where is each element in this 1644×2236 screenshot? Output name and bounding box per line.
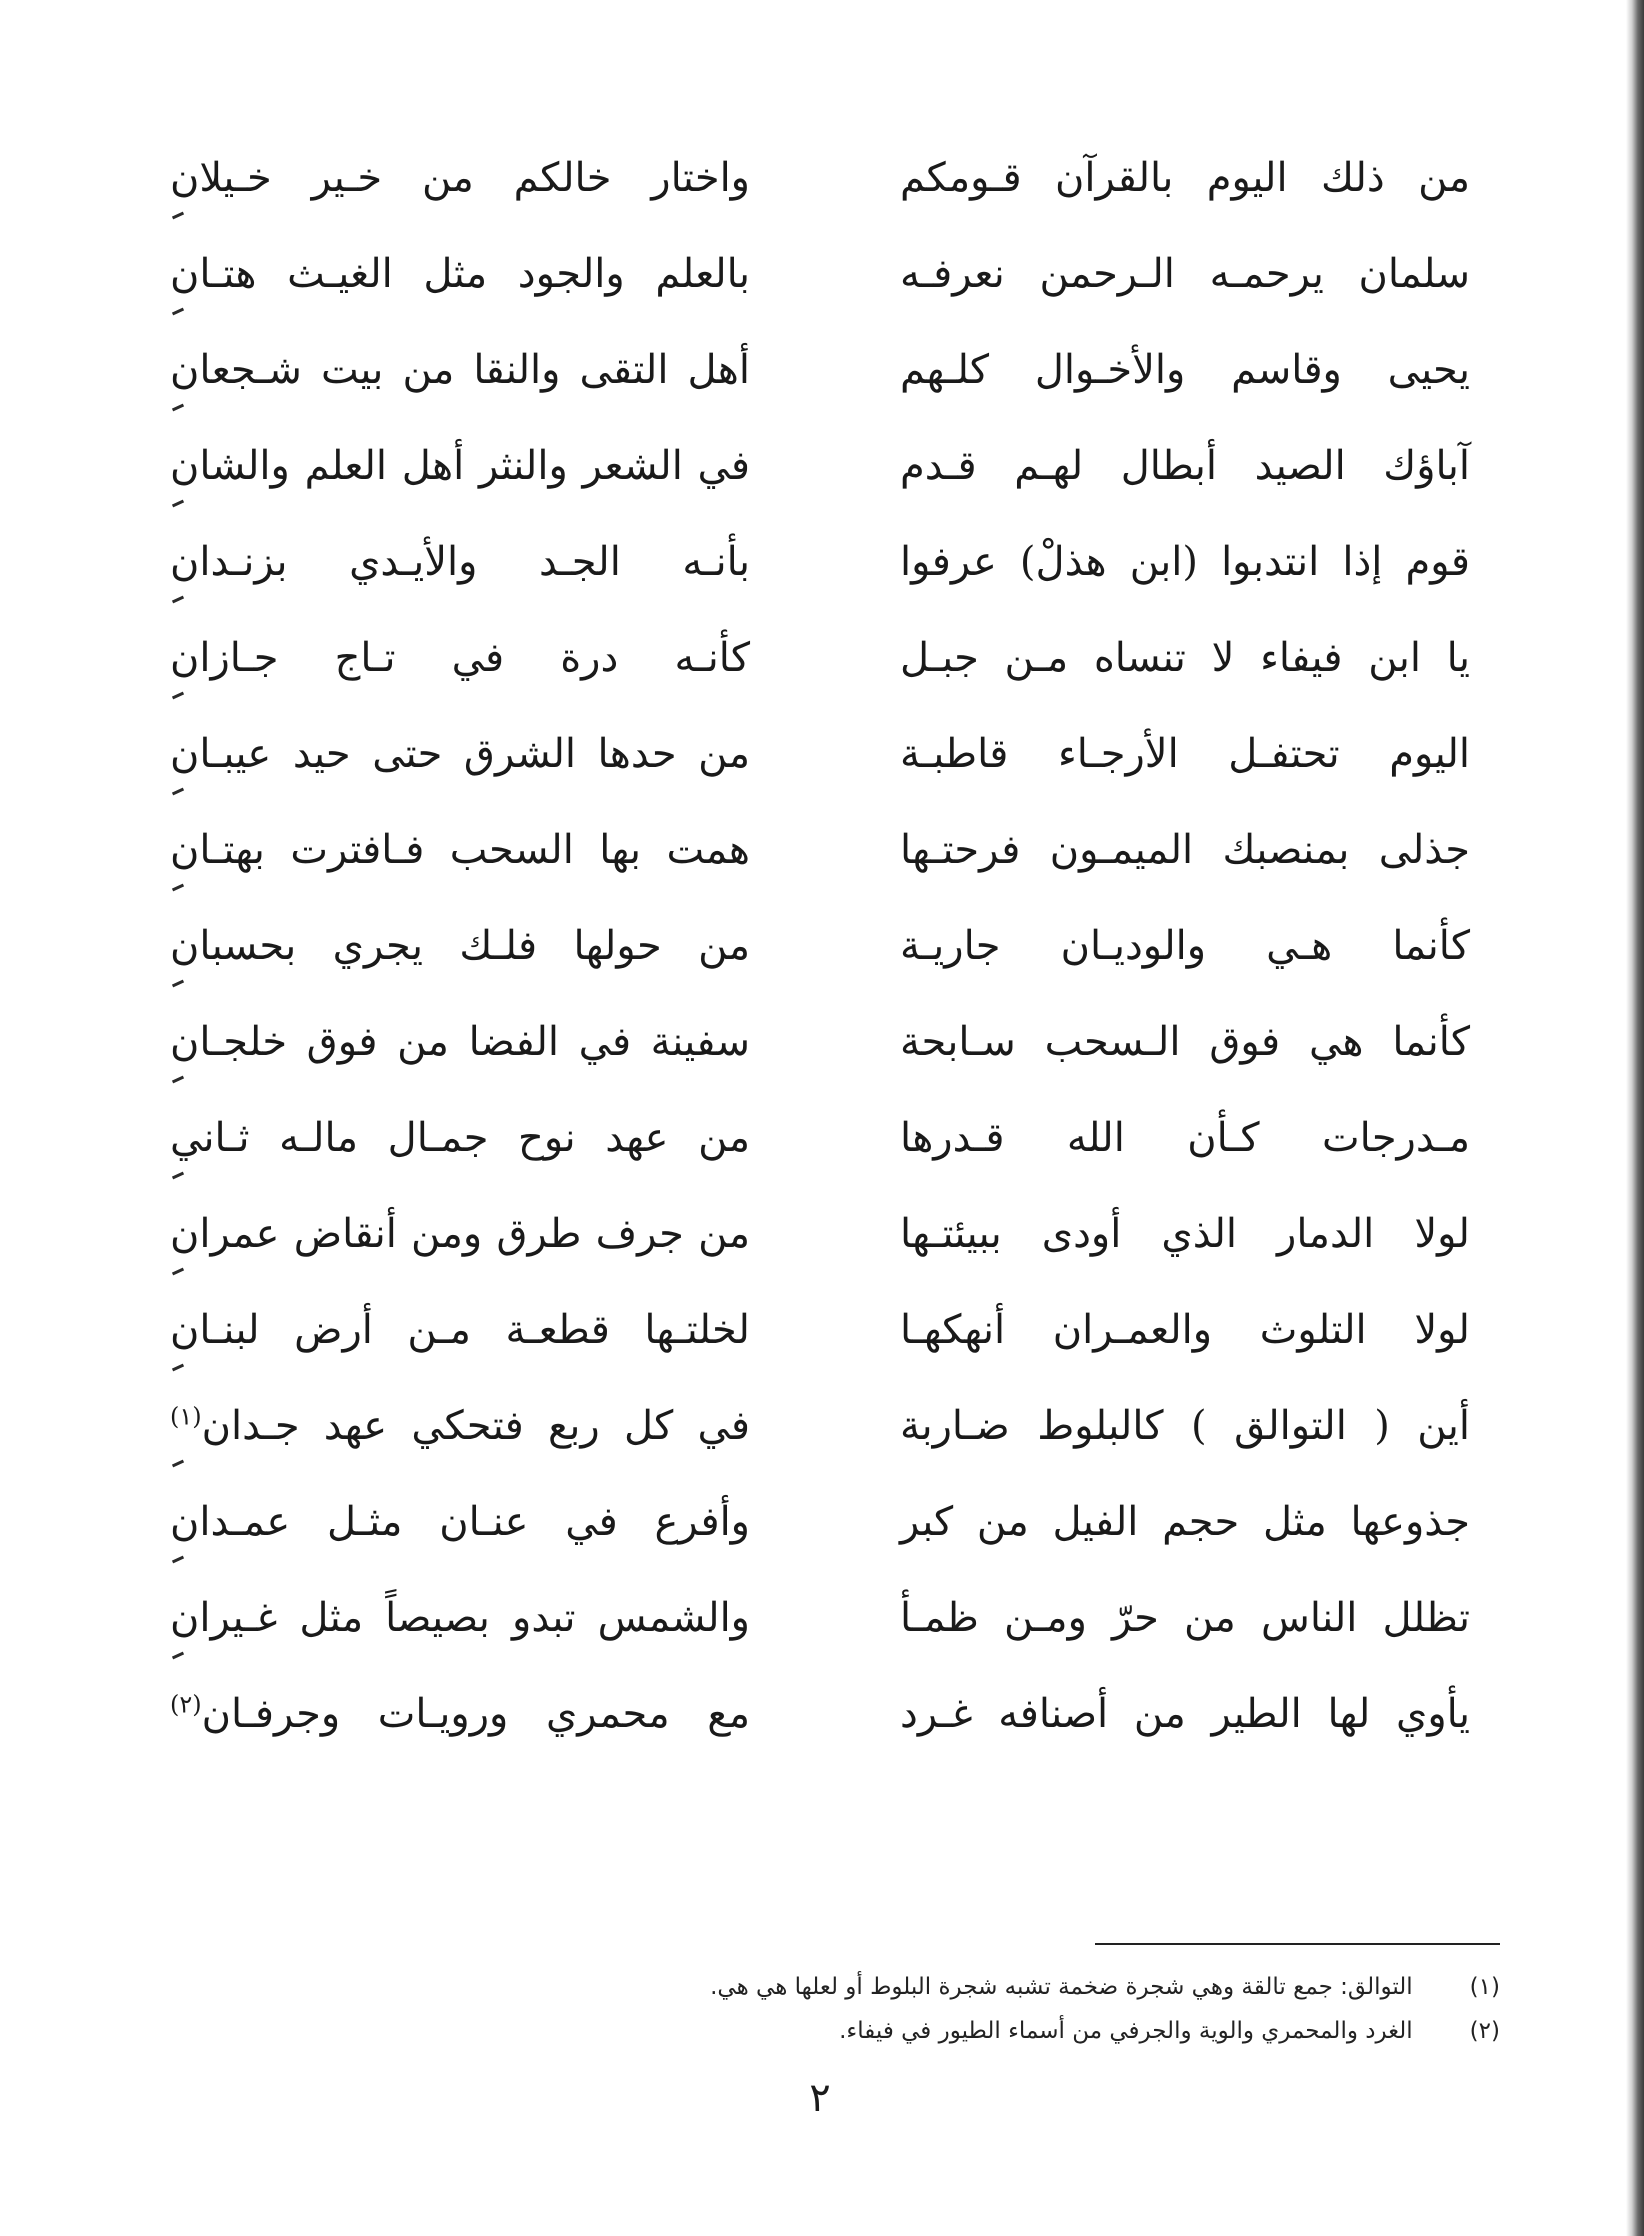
footnote-separator <box>1095 1943 1500 1945</box>
verse-first-hemistich: اليوم تحتفـل الأرجـاء قاطبـة <box>900 731 1470 777</box>
verse-first-hemistich: أين ( التوالق ) كالبلوط ضـاربة <box>900 1403 1470 1449</box>
verse-7 <box>170 716 1470 812</box>
verse-9 <box>170 908 1470 1004</box>
footnote-number: (١) <box>1469 1974 1500 2000</box>
verse-second-hemistich: من حولها فلـك يجري بحسبان <box>170 923 750 969</box>
verse-second-hemistich: واختار خالكم من خـير خـيلان <box>170 155 750 201</box>
verse-second-hemistich: أهل التقى والنقا من بيت شـجعان <box>170 347 750 393</box>
verse-first-hemistich: آباؤك الصيد أبطال لهـم قـدم <box>900 443 1470 489</box>
verse-4 <box>170 428 1470 524</box>
verse-second-hemistich: همت بها السحب فـافترت بهتـان <box>170 827 750 873</box>
verse-second-hemistich <box>170 1676 750 1772</box>
verse-5 <box>170 524 1470 620</box>
footnote-text: التوالق: جمع تالقة وهي شجرة ضخمة تشبه شجرة البلوط أو لعلها هي هي. <box>710 1974 1413 2000</box>
verse-second-hemistich: وأفرع في عنـان مثـل عمـدان <box>170 1499 750 1545</box>
verse-15 <box>170 1484 1470 1580</box>
verse-6 <box>170 620 1470 716</box>
verse-second-hemistich: لخلتـها قطعـة مـن أرض لبنـان <box>170 1307 750 1353</box>
verse-second-hemistich: بأنـه الجـد والأيـدي بزنـدان <box>170 539 750 585</box>
footnote-text: الغرد والمحمري والوية والجرفي من أسماء الطيور في فيفاء. <box>839 2018 1413 2044</box>
verse-first-hemistich: لولا الدمار الذي أودى ببيئتـها <box>900 1211 1470 1257</box>
verse-12 <box>170 1196 1470 1292</box>
verse-first-hemistich: يحيى وقاسم والأخـوال كلـهم <box>900 347 1470 393</box>
hemistich-text: في كل ربع فتحكي عهد جـدان <box>201 1403 750 1449</box>
verse-first-hemistich: يا ابن فيفاء لا تنساه مـن جبـل <box>900 635 1470 681</box>
footnote-1 <box>560 1965 1500 2009</box>
poem-body <box>170 140 1470 1840</box>
verse-17 <box>170 1676 1470 1772</box>
verse-3 <box>170 332 1470 428</box>
verse-first-hemistich: كأنما هي فوق الـسحب سـابحة <box>900 1019 1470 1065</box>
hemistich-text: مع محمري ورويـات وجرفـان <box>201 1691 750 1737</box>
footnote-2 <box>560 2009 1500 2053</box>
verse-first-hemistich: جذوعها مثل حجم الفيل من كبر <box>900 1499 1470 1545</box>
verse-second-hemistich: من حدها الشرق حتى حيد عيبـان <box>170 731 750 777</box>
footnotes <box>560 1965 1500 2053</box>
verse-first-hemistich: يأوي لها الطير من أصنافه غـرد <box>900 1691 1470 1737</box>
verse-first-hemistich: لولا التلوث والعمـران أنهكهـا <box>900 1307 1470 1353</box>
verse-14 <box>170 1388 1470 1484</box>
verse-first-hemistich: سلمان يرحمـه الـرحمن نعرفـه <box>900 251 1470 297</box>
page-edge-shadow <box>1626 0 1644 2236</box>
verse-2 <box>170 236 1470 332</box>
verse-second-hemistich: من جرف طرق ومن أنقاض عمران <box>170 1211 750 1257</box>
verse-13 <box>170 1292 1470 1388</box>
verse-second-hemistich: بالعلم والجود مثل الغيـث هتـان <box>170 251 750 297</box>
page-number: ٢ <box>809 2075 831 2121</box>
verse-first-hemistich: كأنما هـي والوديـان جاريـة <box>900 923 1470 969</box>
footnote-number: (٢) <box>1469 2018 1500 2044</box>
footnote-reference-2: (٢) <box>170 1690 202 1719</box>
verse-8 <box>170 812 1470 908</box>
verse-second-hemistich: في الشعر والنثر أهل العلم والشان <box>170 443 750 489</box>
verse-1 <box>170 140 1470 236</box>
verse-first-hemistich: تظلل الناس من حرّ ومـن ظمـأ <box>900 1595 1470 1641</box>
verse-first-hemistich: جذلى بمنصبك الميمـون فرحتـها <box>900 827 1470 873</box>
verse-second-hemistich: كأنـه درة في تـاج جـازان <box>170 635 750 681</box>
verse-first-hemistich: قوم إذا انتدبوا (ابن هذلْ) عرفوا <box>900 539 1470 585</box>
verse-16 <box>170 1580 1470 1676</box>
footnote-reference-1: (١) <box>170 1402 202 1431</box>
verse-second-hemistich: من عهد نوح جمـال مالـه ثـاني <box>170 1115 750 1161</box>
verse-first-hemistich: من ذلك اليوم بالقرآن قـومكم <box>900 155 1470 201</box>
verse-second-hemistich: والشمس تبدو بصيصاً مثل غـيران <box>170 1595 750 1641</box>
verse-second-hemistich <box>170 1388 750 1484</box>
verse-11 <box>170 1100 1470 1196</box>
verse-second-hemistich: سفينة في الفضا من فوق خلجـان <box>170 1019 750 1065</box>
verse-first-hemistich: مـدرجات كـأن الله قـدرها <box>900 1115 1470 1161</box>
verse-10 <box>170 1004 1470 1100</box>
